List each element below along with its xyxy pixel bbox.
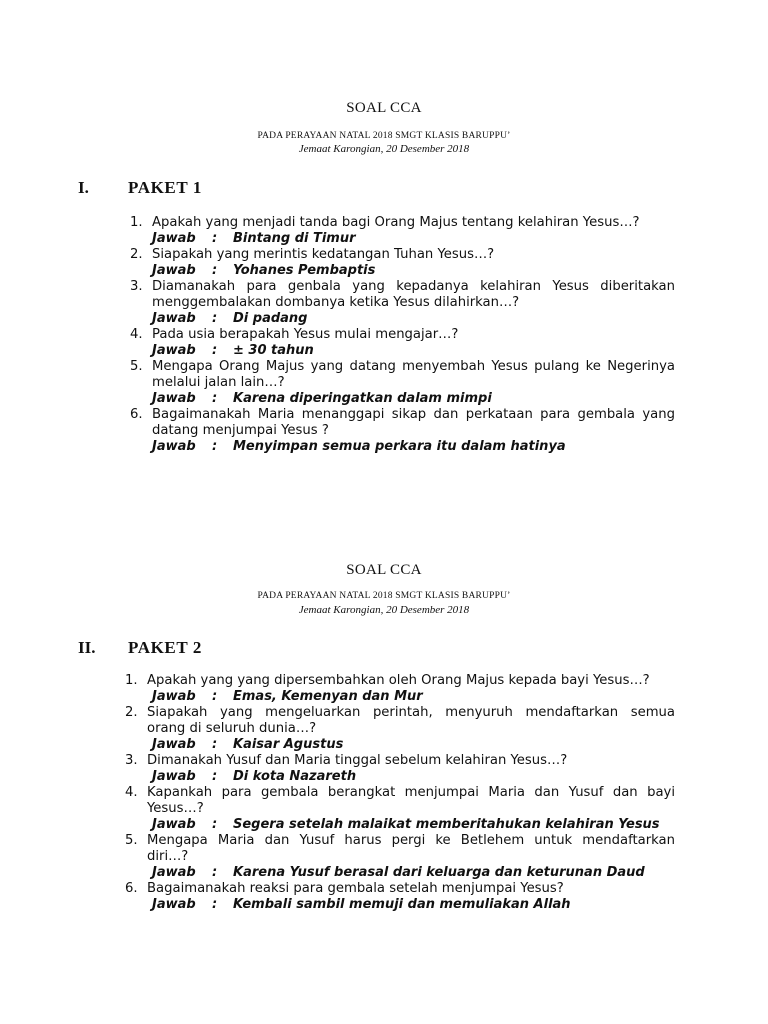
answer-colon: :	[212, 231, 218, 246]
answer-label: Jawab	[152, 343, 196, 358]
answer-text: Yohanes Pembaptis	[233, 263, 376, 278]
question-number: 1.	[125, 673, 138, 688]
answer-text: Segera setelah malaikat memberitahukan kelahiran Yesus	[233, 817, 660, 832]
answer-label: Jawab	[152, 817, 196, 832]
question-number: 1.	[130, 215, 143, 230]
answer-label: Jawab	[152, 689, 196, 704]
question-text-continued: menggembalakan dombanya ketika Yesus dilahirkan…?	[152, 295, 520, 310]
answer-label: Jawab	[152, 769, 196, 784]
question-text: Siapakah yang mengeluarkan perintah, menyuruh mendaftarkan semua	[147, 705, 675, 720]
question-number: 3.	[125, 753, 138, 768]
question-text: Kapankah para gembala berangkat menjumpai Maria dan Yusuf dan bayi	[147, 785, 675, 800]
answer-label: Jawab	[152, 439, 196, 454]
answer-text: Karena Yusuf berasal dari keluarga dan keturunan Daud	[233, 865, 645, 880]
question-number: 6.	[130, 407, 143, 422]
question-text: Apakah yang menjadi tanda bagi Orang Majus tentang kelahiran Yesus…?	[152, 215, 640, 230]
question-text: Apakah yang yang dipersembahkan oleh Orang Majus kepada bayi Yesus…?	[147, 673, 650, 688]
question-text: Bagaimanakah reaksi para gembala setelah menjumpai Yesus?	[147, 881, 564, 896]
answer-text: Karena diperingatkan dalam mimpi	[233, 391, 492, 406]
document-date: Jemaat Karongian, 20 Desember 2018	[298, 143, 470, 155]
answer-text: Menyimpan semua perkara itu dalam hatinya	[233, 439, 566, 454]
section-heading: PAKET 1	[128, 178, 202, 197]
question-number: 3.	[130, 279, 143, 294]
document-subtitle: PADA PERAYAAN NATAL 2018 SMGT KLASIS BARUPPU’	[257, 591, 511, 601]
answer-text: Kembali sambil memuji dan memuliakan Allah	[233, 897, 571, 912]
answer-colon: :	[212, 817, 218, 832]
document-subtitle: PADA PERAYAAN NATAL 2018 SMGT KLASIS BARUPPU’	[257, 131, 511, 141]
question-text-continued: Yesus…?	[147, 801, 204, 816]
document-title: SOAL CCA	[346, 100, 422, 116]
question-number: 2.	[125, 705, 138, 720]
question-text: Diamanakah para genbala yang kepadanya kelahiran Yesus diberitakan	[152, 279, 675, 294]
question-number: 5.	[125, 833, 138, 848]
answer-colon: :	[212, 391, 218, 406]
question-text: Dimanakah Yusuf dan Maria tinggal sebelum kelahiran Yesus…?	[147, 753, 568, 768]
question-text: Mengapa Orang Majus yang datang menyembah Yesus pulang ke Negerinya	[152, 359, 675, 374]
question-number: 2.	[130, 247, 143, 262]
question-text-continued: orang di seluruh dunia…?	[147, 721, 317, 736]
answer-colon: :	[212, 865, 218, 880]
question-number: 6.	[125, 881, 138, 896]
answer-text: Bintang di Timur	[233, 231, 356, 246]
section-roman-numeral: II.	[78, 638, 96, 657]
document-date: Jemaat Karongian, 20 Desember 2018	[298, 604, 470, 616]
answer-colon: :	[212, 769, 218, 784]
answer-colon: :	[212, 311, 218, 326]
question-number: 4.	[130, 327, 143, 342]
answer-text: Di kota Nazareth	[233, 769, 357, 784]
section-heading: PAKET 2	[128, 638, 202, 657]
answer-label: Jawab	[152, 865, 196, 880]
question-text: Mengapa Maria dan Yusuf harus pergi ke Betlehem untuk mendaftarkan	[147, 833, 675, 848]
answer-label: Jawab	[152, 231, 196, 246]
answer-colon: :	[212, 439, 218, 454]
answer-text: Di padang	[233, 311, 308, 326]
section-roman-numeral: I.	[78, 178, 89, 197]
question-text-continued: datang menjumpai Yesus ?	[152, 423, 329, 438]
question-number: 4.	[125, 785, 138, 800]
answer-label: Jawab	[152, 737, 196, 752]
answer-colon: :	[212, 897, 218, 912]
question-number: 5.	[130, 359, 143, 374]
question-text: Siapakah yang merintis kedatangan Tuhan Yesus…?	[152, 247, 495, 262]
answer-label: Jawab	[152, 391, 196, 406]
question-text: Pada usia berapakah Yesus mulai mengajar…?	[152, 327, 459, 342]
document-title: SOAL CCA	[346, 562, 422, 578]
question-text: Bagaimanakah Maria menanggapi sikap dan perkataan para gembala yang	[152, 407, 675, 422]
answer-label: Jawab	[152, 311, 196, 326]
question-text-continued: diri…?	[147, 849, 189, 864]
answer-colon: :	[212, 343, 218, 358]
answer-text: ± 30 tahun	[233, 343, 314, 358]
question-text-continued: melalui jalan lain…?	[152, 375, 285, 390]
answer-colon: :	[212, 263, 218, 278]
answer-text: Emas, Kemenyan dan Mur	[233, 689, 423, 704]
answer-label: Jawab	[152, 263, 196, 278]
answer-colon: :	[212, 737, 218, 752]
answer-label: Jawab	[152, 897, 196, 912]
answer-colon: :	[212, 689, 218, 704]
answer-text: Kaisar Agustus	[233, 737, 344, 752]
